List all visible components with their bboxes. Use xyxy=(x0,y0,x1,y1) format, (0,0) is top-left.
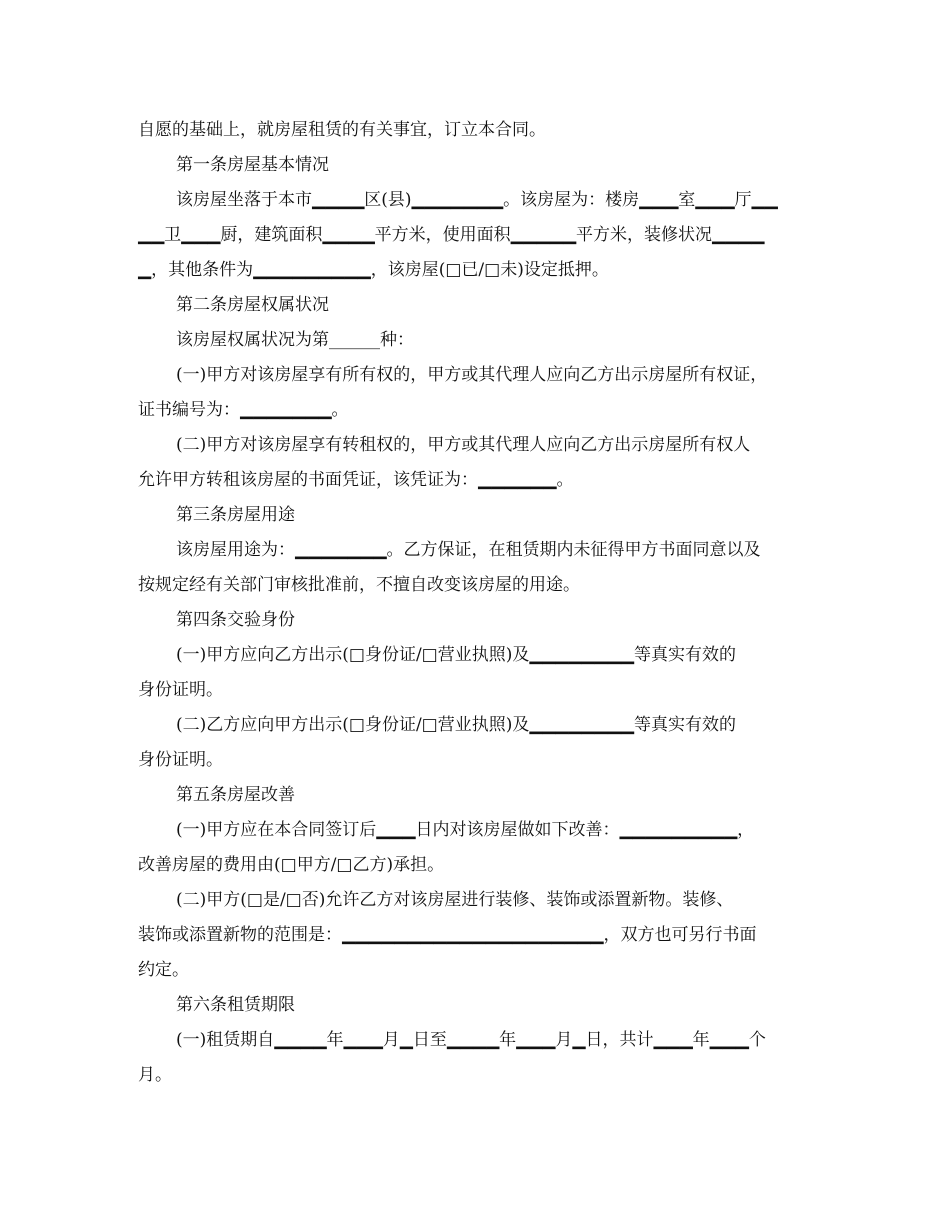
text-line: 第五条房屋改善 xyxy=(176,785,295,805)
text-line: 该房屋坐落于本市▁▁▁▁区(县)▁▁▁▁▁▁▁。该房屋为：楼房▁▁▁室▁▁▁厅▁▁ xyxy=(176,190,778,210)
text-line: 第六条租赁期限 xyxy=(176,995,295,1015)
text-line: 允许甲方转租该房屋的书面凭证，该凭证为：▁▁▁▁▁▁。 xyxy=(138,470,574,490)
text-line: 身份证明。 xyxy=(138,680,223,700)
contract-text xyxy=(138,113,818,1093)
text-line: (二)乙方应向甲方出示(□身份证/□营业执照)及▁▁▁▁▁▁▁▁等真实有效的 xyxy=(176,715,736,735)
text-line: (一)甲方应向乙方出示(□身份证/□营业执照)及▁▁▁▁▁▁▁▁等真实有效的 xyxy=(176,645,736,665)
text-line: ▁，其他条件为▁▁▁▁▁▁▁▁▁，该房屋(□已/□未)设定抵押。 xyxy=(138,260,609,280)
text-line: (二)甲方(□是/□否)允许乙方对该房屋进行装修、装饰或添置新物。装修、 xyxy=(176,890,734,910)
text-line: 自愿的基础上，就房屋租赁的有关事宜，订立本合同。 xyxy=(138,120,546,140)
text-line: 月。 xyxy=(138,1065,172,1085)
text-line: 证书编号为：▁▁▁▁▁▁▁。 xyxy=(138,400,349,420)
text-line: (一)租赁期自▁▁▁▁年▁▁▁月▁日至▁▁▁▁年▁▁▁月▁日，共计▁▁▁年▁▁▁个 xyxy=(176,1030,766,1050)
text-line: (一)甲方应在本合同签订后▁▁▁日内对该房屋做如下改善：▁▁▁▁▁▁▁▁▁， xyxy=(176,820,755,840)
text-line: 第四条交验身份 xyxy=(176,610,295,630)
text-line: 该房屋用途为：▁▁▁▁▁▁▁。乙方保证，在租赁期内未征得甲方书面同意以及 xyxy=(176,540,761,560)
text-line: 第一条房屋基本情况 xyxy=(176,155,329,175)
text-line: (二)甲方对该房屋享有转租权的，甲方或其代理人应向乙方出示房屋所有权人 xyxy=(176,435,751,455)
text-line: 第二条房屋权属状况 xyxy=(176,295,329,315)
text-line: 改善房屋的费用由(□甲方/□乙方)承担。 xyxy=(138,855,445,875)
text-line: 身份证明。 xyxy=(138,750,223,770)
text-line: 该房屋权属状况为第______种： xyxy=(176,330,414,350)
text-line: (一)甲方对该房屋享有所有权的，甲方或其代理人应向乙方出示房屋所有权证， xyxy=(176,365,768,385)
text-line: 装饰或添置新物的范围是：▁▁▁▁▁▁▁▁▁▁▁▁▁▁▁▁▁▁▁▁，双方也可另行书面 xyxy=(138,925,757,945)
text-line: ▁▁卫▁▁▁厨，建筑面积▁▁▁▁平方米，使用面积▁▁▁▁▁平方米，装修状况▁▁▁▁ xyxy=(138,225,765,245)
text-line: 按规定经有关部门审核批准前，不擅自改变该房屋的用途。 xyxy=(138,575,580,595)
text-line: 约定。 xyxy=(138,960,189,980)
text-line: 第三条房屋用途 xyxy=(176,505,295,525)
